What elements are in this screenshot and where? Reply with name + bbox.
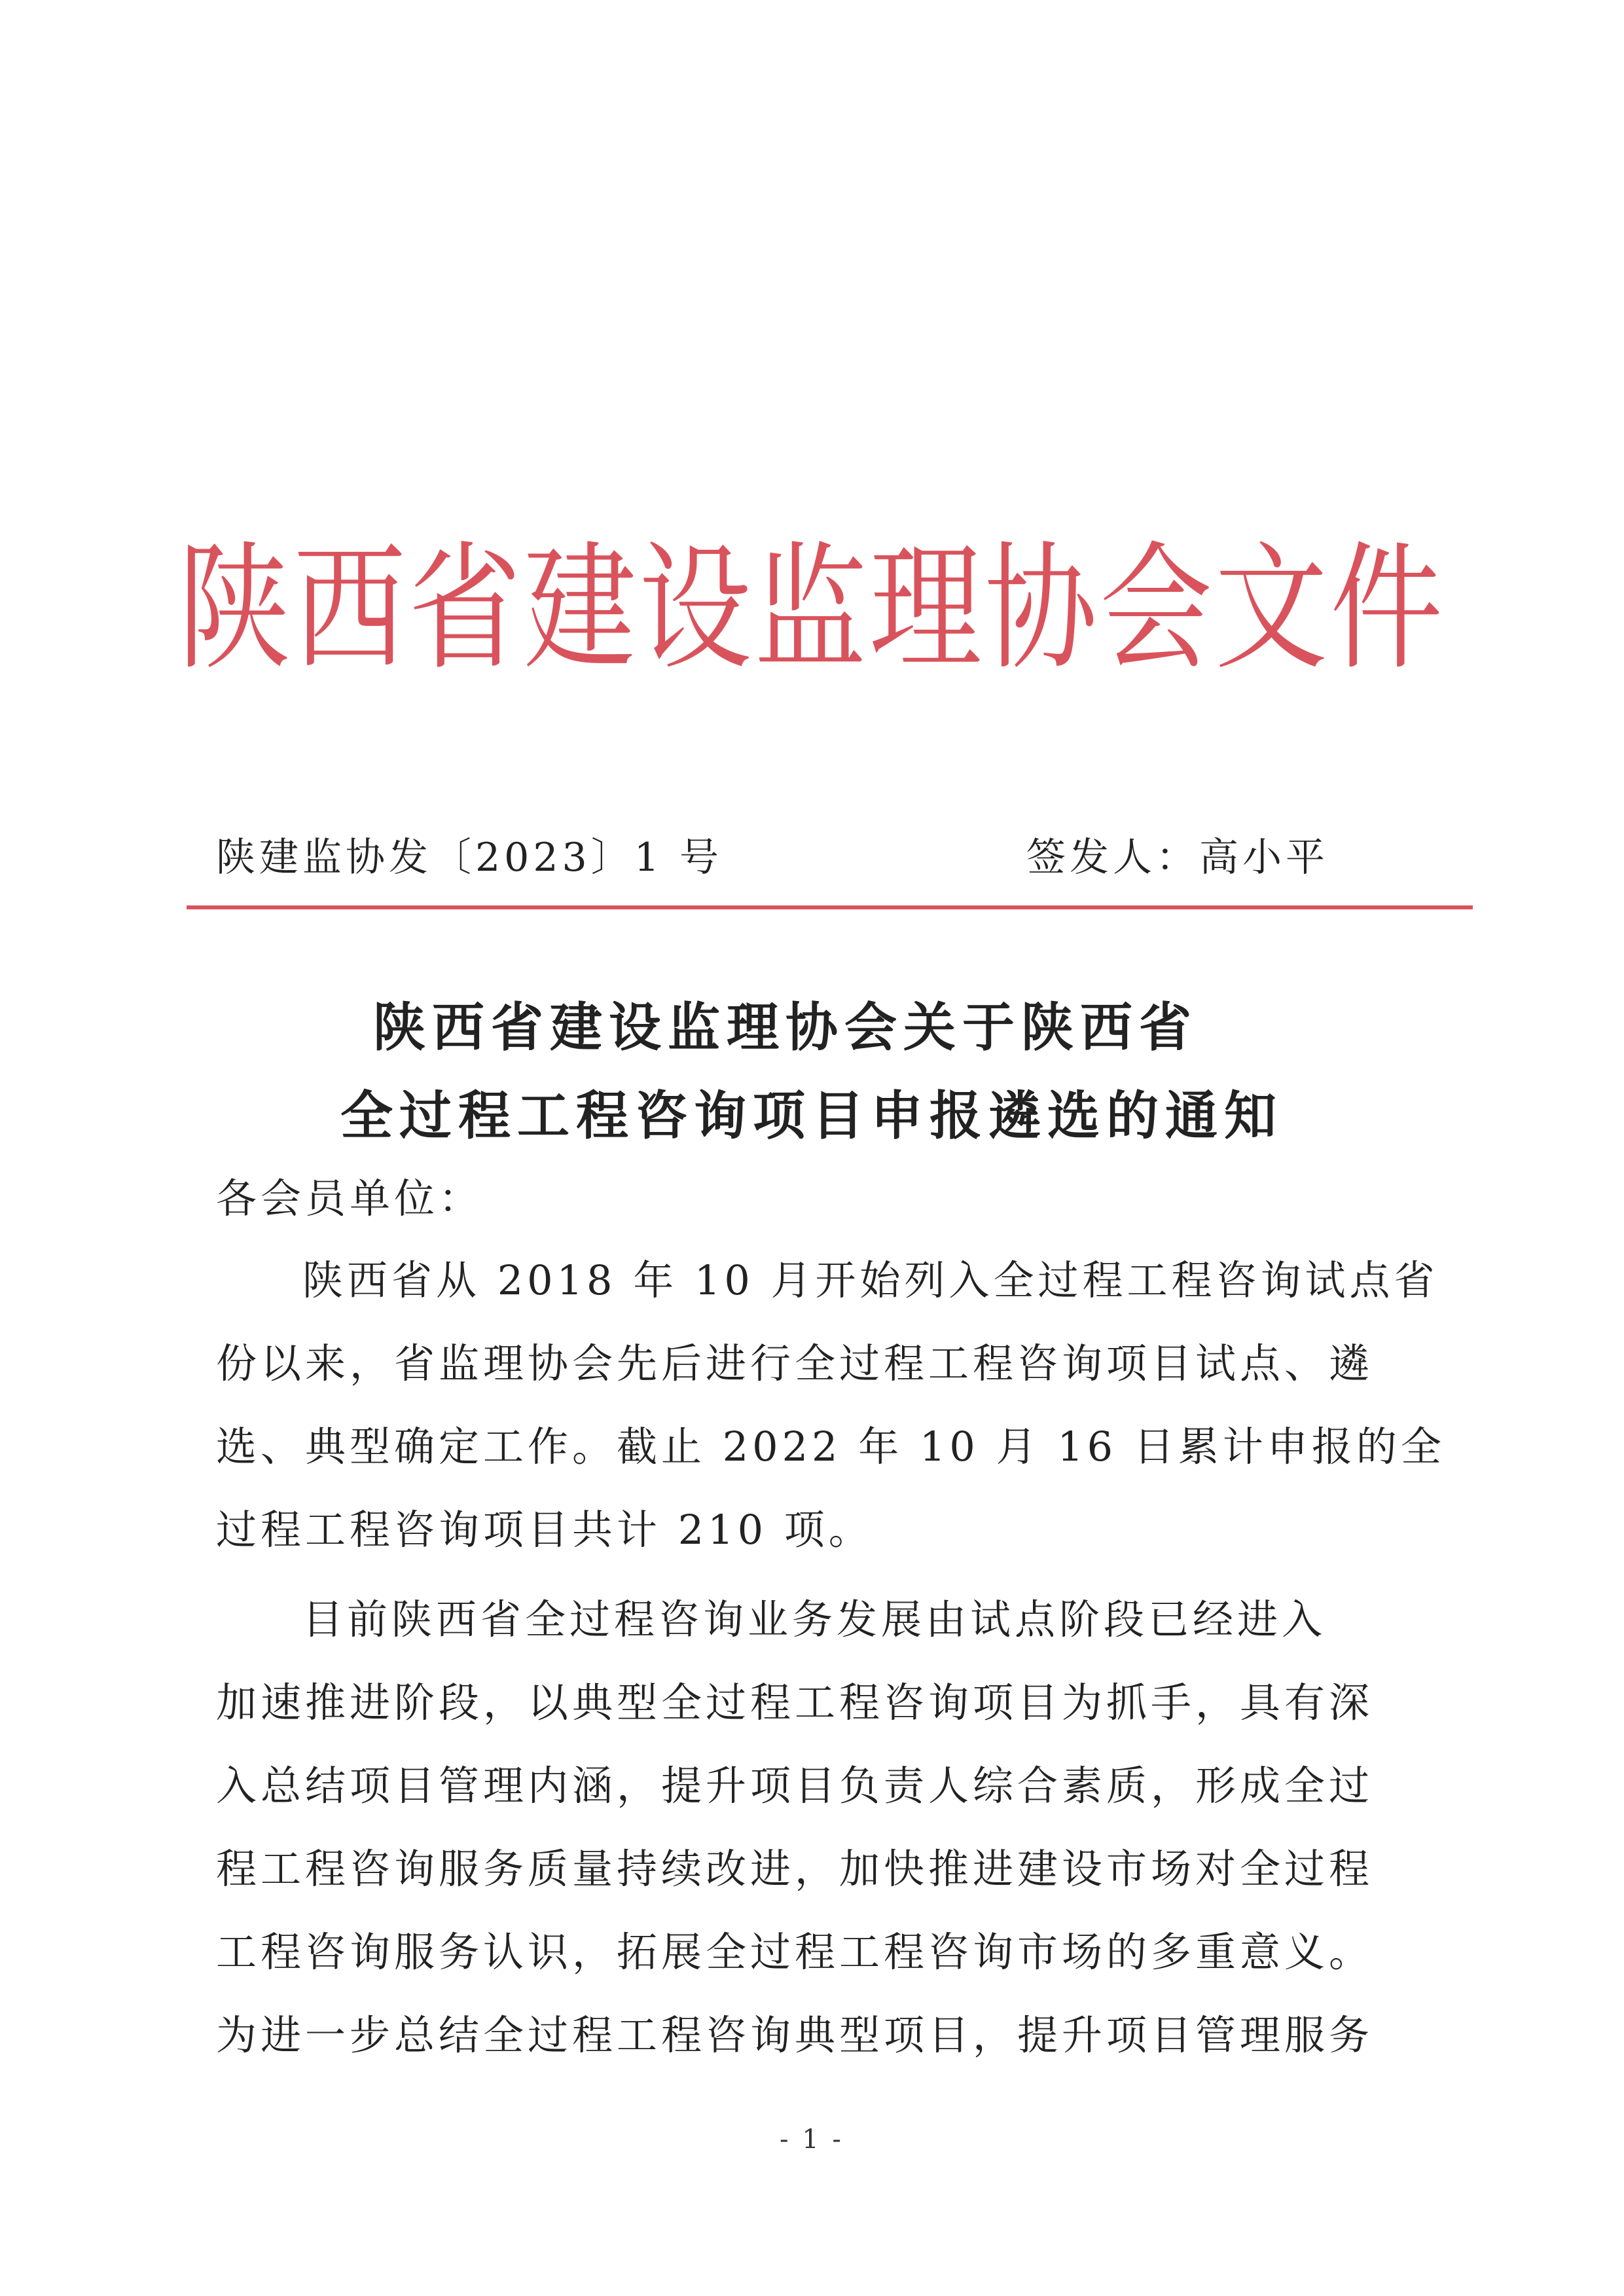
page-number: - 1 -: [780, 2124, 844, 2155]
paragraph-2-line: 程工程咨询服务质量持续改进，加快推进建设市场对全过程: [216, 1845, 1374, 1893]
paragraph-1-line: 份以来，省监理协会先后进行全过程工程咨询项目试点、遴: [216, 1339, 1374, 1387]
paragraph-2-line: 工程咨询服务认识，拓展全过程工程咨询市场的多重意义。: [216, 1928, 1374, 1976]
masthead-title: 陕西省建设监理协会文件: [178, 528, 1445, 689]
document-info-line: [216, 828, 1329, 887]
paragraph-2-line: 加速推进阶段，以典型全过程工程咨询项目为抓手，具有深: [216, 1679, 1374, 1726]
paragraph-1-line: 过程工程咨询项目共计 210 项。: [216, 1506, 873, 1554]
notice-title-line-2: 全过程工程咨询项目申报遴选的通知: [340, 1085, 1283, 1146]
salutation: 各会员单位：: [216, 1175, 484, 1222]
paragraph-2-line: 目前陕西省全过程咨询业务发展由试点阶段已经进入: [302, 1595, 1327, 1643]
paragraph-1-line: 陕西省从 2018 年 10 月开始列入全过程工程咨询试点省: [302, 1256, 1439, 1304]
red-divider-rule: [187, 905, 1473, 909]
masthead: [178, 511, 1445, 707]
paragraph-1-line: 选、典型确定工作。截止 2022 年 10 月 16 日累计申报的全: [216, 1423, 1445, 1470]
paragraph-2-line: 入总结项目管理内涵，提升项目负责人综合素质，形成全过: [216, 1762, 1374, 1810]
signer: 签发人：高小平: [1026, 835, 1329, 881]
notice-title-line-1: 陕西省建设监理协会关于陕西省: [373, 997, 1198, 1058]
paragraph-2-line: 为进一步总结全过程工程咨询典型项目，提升项目管理服务: [216, 2011, 1374, 2059]
document-number: 陕建监协发〔2023〕1 号: [216, 835, 723, 881]
